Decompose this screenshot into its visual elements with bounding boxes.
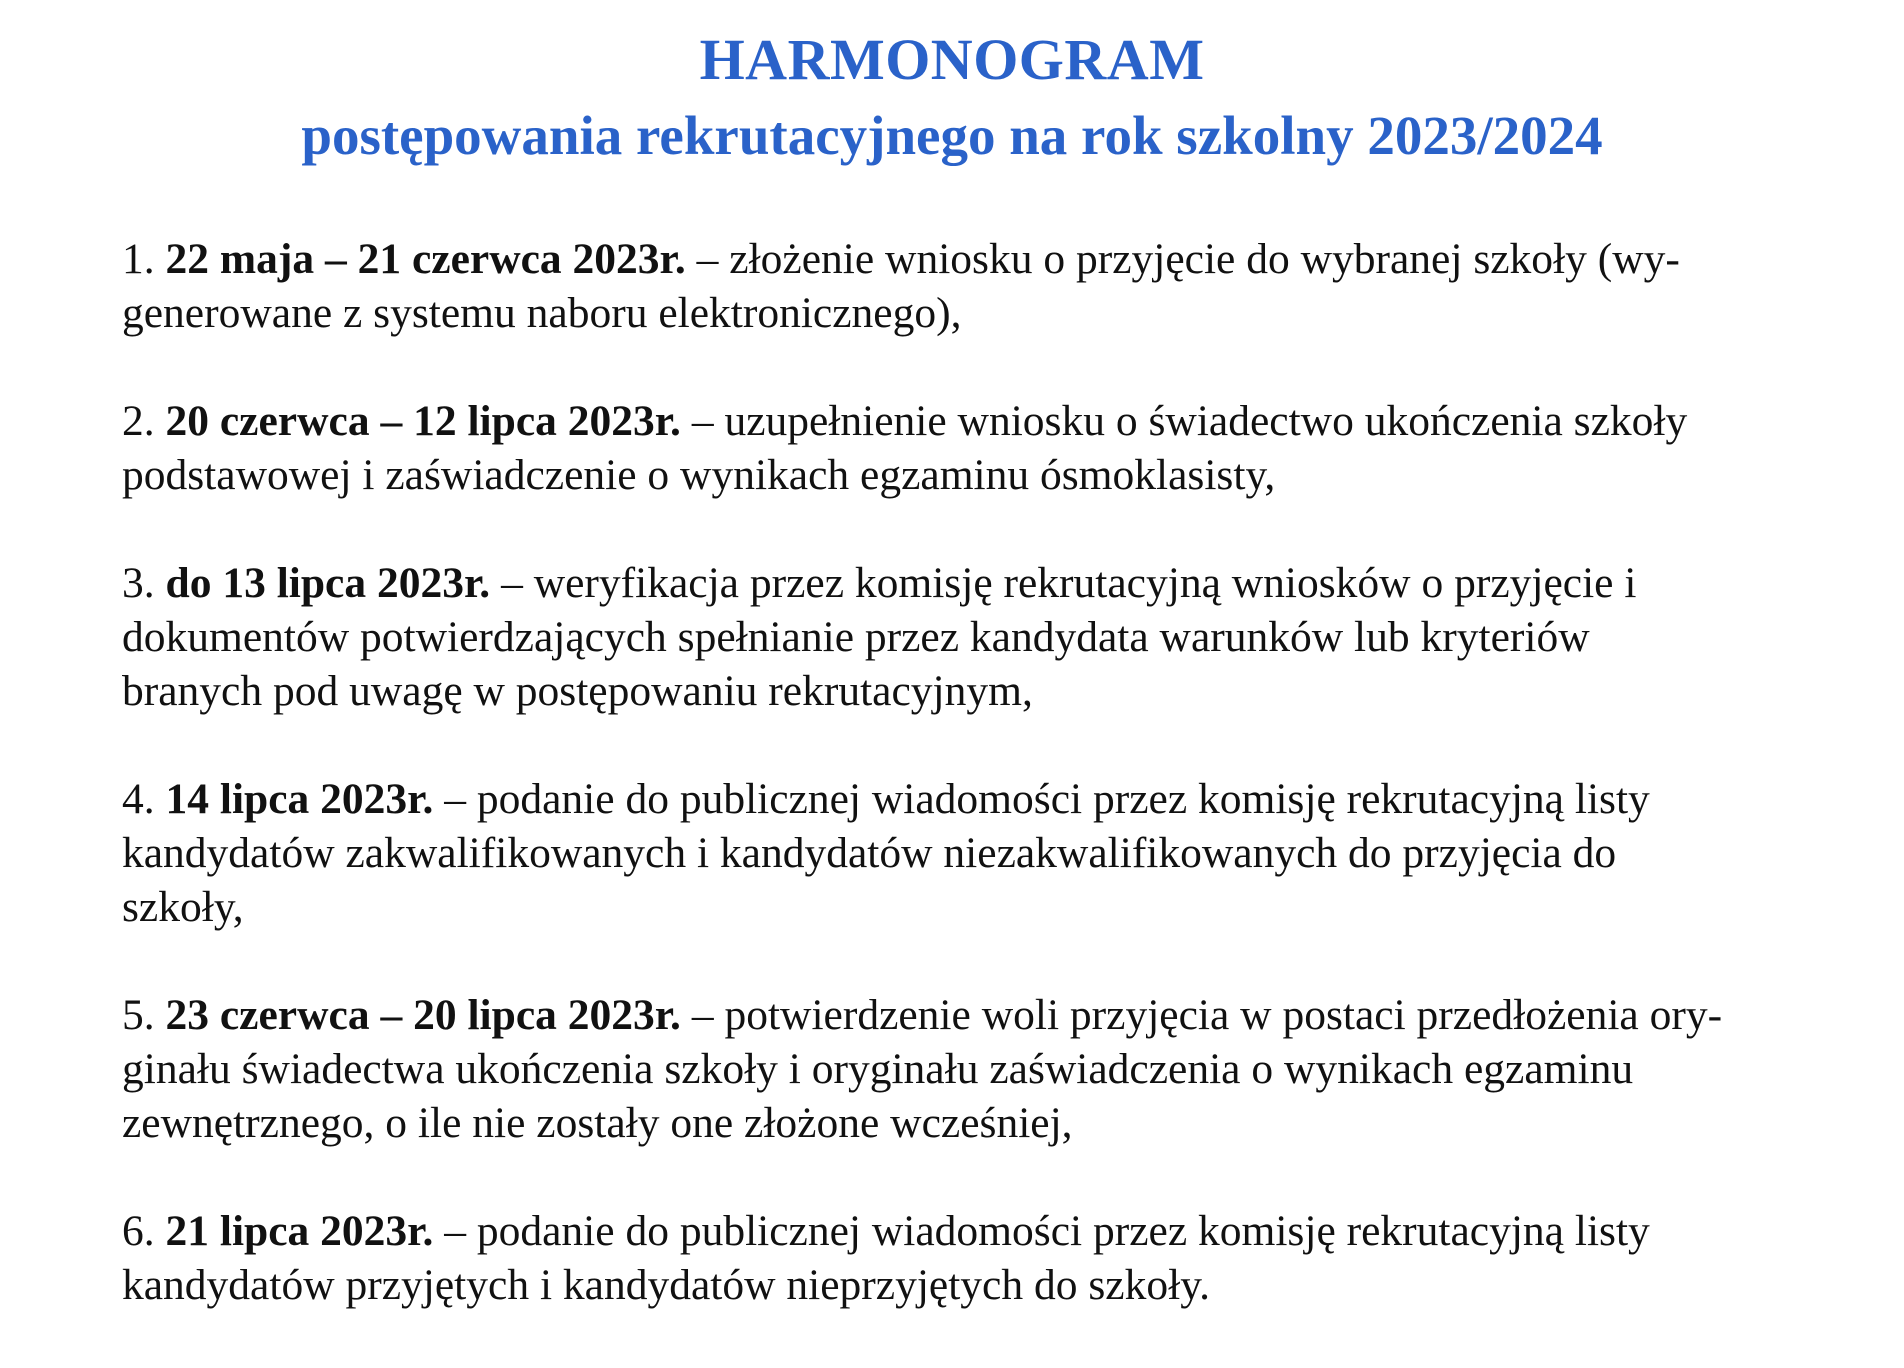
- item-text: – złożenie wniosku o przyjęcie do wybranej szkoły (wy-: [685, 235, 1680, 283]
- item-number: 3.: [122, 559, 155, 607]
- schedule-list: [122, 232, 1802, 1366]
- item-date: 23 czerwca – 20 lipca 2023r.: [165, 991, 681, 1039]
- schedule-item-line: podstawowej i zaświadczenie o wynikach egzaminu ósmoklasisty,: [122, 451, 1276, 499]
- item-date: 14 lipca 2023r.: [165, 775, 434, 823]
- schedule-item-line: generowane z systemu naboru elektronicznego),: [122, 289, 962, 337]
- item-text: – podanie do publicznej wiadomości przez komisję rekrutacyjną listy: [433, 1207, 1650, 1255]
- item-number: 5.: [122, 991, 155, 1039]
- schedule-item-5: [122, 988, 1802, 1150]
- item-text: – potwierdzenie woli przyjęcia w postaci przedłożenia ory-: [680, 991, 1723, 1039]
- schedule-item-4: [122, 772, 1802, 934]
- schedule-item-line: [122, 556, 1802, 610]
- schedule-item-line: zewnętrznego, o ile nie zostały one złożone wcześniej,: [122, 1099, 1073, 1147]
- schedule-item-line: branych pod uwagę w postępowaniu rekrutacyjnym,: [122, 667, 1033, 715]
- schedule-item-line: [122, 394, 1802, 448]
- item-text: – podanie do publicznej wiadomości przez komisję rekrutacyjną listy: [433, 775, 1650, 823]
- item-date: do 13 lipca 2023r.: [165, 559, 491, 607]
- item-date: 22 maja – 21 czerwca 2023r.: [165, 235, 686, 283]
- schedule-item-1: [122, 232, 1802, 340]
- schedule-item-6: [122, 1204, 1802, 1312]
- schedule-item-line: kandydatów zakwalifikowanych i kandydatów niezakwalifikowanych do przyjęcia do: [122, 829, 1617, 877]
- schedule-item-line: dokumentów potwierdzających spełnianie przez kandydata warunków lub kryteriów: [122, 613, 1590, 661]
- schedule-item-line: ginału świadectwa ukończenia szkoły i oryginału zaświadczenia o wynikach egzaminu: [122, 1045, 1634, 1093]
- item-number: 1.: [122, 235, 155, 283]
- item-number: 6.: [122, 1207, 155, 1255]
- document-title: HARMONOGRAM: [699, 27, 1205, 92]
- schedule-item-line: [122, 988, 1802, 1042]
- item-text: – weryfikacja przez komisję rekrutacyjną wniosków o przyjęcie i: [490, 559, 1637, 607]
- item-date: 20 czerwca – 12 lipca 2023r.: [165, 397, 681, 445]
- item-number: 4.: [122, 775, 155, 823]
- document-header: [0, 22, 1904, 174]
- schedule-item-line: [122, 232, 1802, 286]
- schedule-item-line: kandydatów przyjętych i kandydatów nieprzyjętych do szkoły.: [122, 1261, 1210, 1309]
- item-number: 2.: [122, 397, 155, 445]
- schedule-item-line: [122, 1204, 1802, 1258]
- item-text: – uzupełnienie wniosku o świadectwo ukończenia szkoły: [680, 397, 1688, 445]
- document-subtitle: postępowania rekrutacyjnego na rok szkolny 2023/2024: [301, 105, 1603, 166]
- schedule-item-line: [122, 772, 1802, 826]
- schedule-item-line: szkoły,: [122, 883, 244, 931]
- schedule-item-2: [122, 394, 1802, 502]
- schedule-item-3: [122, 556, 1802, 718]
- item-date: 21 lipca 2023r.: [165, 1207, 434, 1255]
